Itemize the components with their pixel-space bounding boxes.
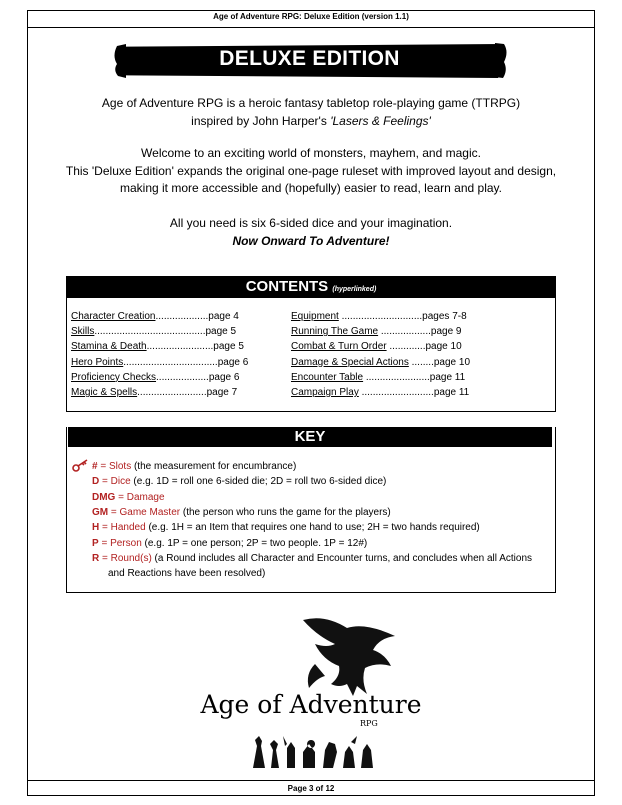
toc-page: page 6 xyxy=(217,356,249,368)
key-entry: H = Handed (e.g. 1H = an Item that requires one hand to use; 2H = two hands required) xyxy=(92,522,480,534)
key-term: DMG xyxy=(92,491,116,503)
toc-entry xyxy=(291,370,470,385)
toc-entry xyxy=(71,339,248,354)
toc-leader: ........................................ xyxy=(94,326,206,338)
toc-page: page 10 xyxy=(425,341,462,353)
contents-left-column xyxy=(71,309,248,400)
toc-leader: .................. xyxy=(378,326,431,338)
toc-entry xyxy=(291,385,470,400)
contents-title: CONTENTS xyxy=(245,278,329,295)
toc-page: page 11 xyxy=(433,387,470,399)
toc-link[interactable]: Stamina & Death xyxy=(71,341,147,353)
key-entry: R = Round(s) (a Round includes all Character and Encounter turns, and concludes when all Actions xyxy=(92,552,533,564)
toc-page: page 4 xyxy=(208,311,239,322)
key-entry: DMG = Damage xyxy=(92,491,165,503)
toc-link[interactable]: Encounter Table xyxy=(291,371,364,383)
toc-leader: .......................... xyxy=(358,387,434,399)
key-description: (a Round includes all Character and Encounter turns, and concludes when all Actions xyxy=(151,552,533,564)
banner-title: DELUXE EDITION xyxy=(219,47,400,70)
key-name: Dice xyxy=(110,476,131,488)
intro-line: This 'Deluxe Edition' expands the original one-page ruleset with improved layout and design, xyxy=(65,163,557,178)
toc-leader: ............................. xyxy=(338,311,423,322)
intro-line: Welcome to an exciting world of monsters, mayhem, and magic. xyxy=(141,146,481,160)
key-entry: GM = Game Master (the person who runs the game for the players) xyxy=(92,506,391,518)
intro-paragraph-1 xyxy=(60,95,562,130)
toc-link[interactable]: Campaign Play xyxy=(291,387,359,399)
toc-page: page 5 xyxy=(213,341,244,353)
toc-leader: ......................... xyxy=(137,387,207,399)
key-icon xyxy=(72,458,90,472)
key-name: Round(s) xyxy=(110,552,152,564)
key-term: D xyxy=(92,476,100,488)
intro-line: making it more accessible and (hopefully) easier to read, learn and play. xyxy=(120,181,502,195)
contents-header xyxy=(66,276,556,298)
key-description: (e.g. 1P = one person; 2P = two people. 1P = 12#) xyxy=(141,537,368,549)
key-description: (the measurement for encumbrance) xyxy=(131,461,297,472)
intro-paragraph-2 xyxy=(60,145,562,198)
key-term: R xyxy=(92,552,100,564)
intro-italic: 'Lasers & Feelings' xyxy=(330,113,431,128)
toc-entry xyxy=(291,309,470,324)
toc-entry xyxy=(71,324,248,339)
toc-page: pages 7-8 xyxy=(422,311,467,322)
key-name: Person xyxy=(110,537,142,549)
toc-link[interactable]: Skills xyxy=(71,326,95,338)
key-description: (e.g. 1H = an Item that requires one hand to use; 2H = two hands required) xyxy=(145,522,480,534)
toc-page: page 6 xyxy=(208,371,240,383)
toc-link[interactable]: Damage & Special Actions xyxy=(291,356,409,368)
toc-entry xyxy=(71,355,248,370)
intro-line: Age of Adventure RPG is a heroic fantasy tabletop role-playing game (TTRPG) xyxy=(101,96,521,110)
toc-entry xyxy=(291,339,470,354)
toc-page: page 11 xyxy=(429,371,466,383)
logo-subtitle: RPG xyxy=(360,719,378,728)
key-description: (the person who runs the game for the players) xyxy=(180,506,391,518)
page-header xyxy=(27,10,595,28)
toc-link[interactable]: Hero Points xyxy=(71,356,124,368)
key-entry: D = Dice (e.g. 1D = roll one 6-sided die; 2D = roll two 6-sided dice) xyxy=(92,476,387,488)
footer-page-number: Page 3 of 12 xyxy=(287,784,335,793)
toc-leader: ........ xyxy=(408,356,434,368)
toc-page: page 7 xyxy=(206,387,238,399)
key-name: Damage xyxy=(126,491,165,503)
page-footer xyxy=(27,780,595,797)
toc-entry xyxy=(71,370,248,385)
contents-note: (hyperlinked) xyxy=(332,286,377,293)
key-term: H xyxy=(92,522,100,534)
key-continuation: and Reactions have been resolved) xyxy=(108,568,266,580)
key-term: P xyxy=(92,537,99,549)
toc-entry xyxy=(71,309,248,324)
toc-leader: ........................ xyxy=(146,341,214,353)
intro-line xyxy=(60,113,562,131)
toc-link[interactable]: Character Creation xyxy=(71,311,156,322)
key-entry: # = Slots (the measurement for encumbrance) xyxy=(92,461,297,472)
key-entry: P = Person (e.g. 1P = one person; 2P = two people. 1P = 12#) xyxy=(92,537,368,549)
dragon-silhouette-icon xyxy=(295,614,405,700)
key-title: KEY xyxy=(294,428,326,445)
toc-link[interactable]: Combat & Turn Order xyxy=(291,341,387,353)
toc-leader: ................... xyxy=(156,371,209,383)
toc-leader: ............. xyxy=(386,341,426,353)
toc-link[interactable]: Proficiency Checks xyxy=(71,371,157,383)
toc-leader: ....................... xyxy=(363,371,430,383)
toc-link[interactable]: Equipment xyxy=(291,311,339,322)
key-term: # xyxy=(92,461,98,472)
toc-page: page 10 xyxy=(433,356,471,368)
toc-leader: .................................. xyxy=(123,356,218,368)
toc-leader: ................... xyxy=(155,311,209,322)
key-term: GM xyxy=(92,506,109,518)
intro-paragraph-3 xyxy=(60,215,562,250)
toc-link[interactable]: Running The Game xyxy=(291,326,379,338)
key-description: (e.g. 1D = roll one 6-sided die; 2D = roll two 6-sided dice) xyxy=(130,476,387,488)
logo-title: Age of Adventure xyxy=(200,690,422,719)
toc-link[interactable]: Magic & Spells xyxy=(71,387,138,399)
contents-right-column xyxy=(291,309,470,400)
intro-text: inspired by John Harper's xyxy=(191,113,331,128)
key-name: Slots xyxy=(108,461,132,472)
header-title: Age of Adventure RPG: Deluxe Edition (version 1.1) xyxy=(213,12,409,21)
intro-line: All you need is six 6-sided dice and your imagination. xyxy=(169,216,453,230)
toc-page: page 5 xyxy=(205,326,237,338)
toc-entry xyxy=(291,355,470,370)
key-name: Game Master xyxy=(119,506,181,518)
key-header xyxy=(68,427,552,447)
toc-page: page 9 xyxy=(430,326,462,338)
adventurer-party-icon xyxy=(247,732,377,770)
onward-tagline: Now Onward To Adventure! xyxy=(232,233,390,248)
key-name: Handed xyxy=(110,522,146,534)
toc-entry xyxy=(291,324,470,339)
toc-entry xyxy=(71,385,248,400)
